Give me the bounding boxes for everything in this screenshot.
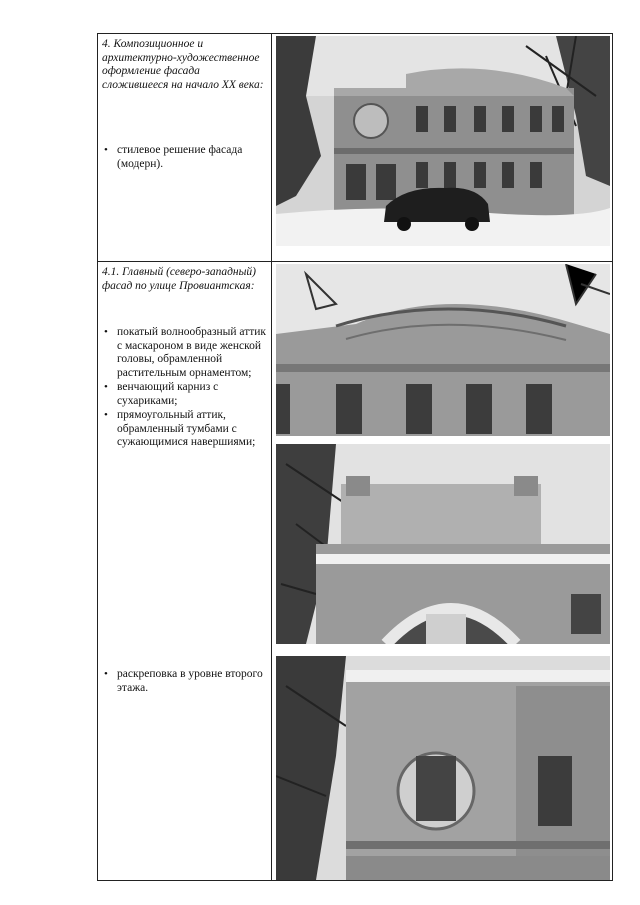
wavy-attic-photo [276,264,610,436]
bullet-cornice: • венчающий карниз с сухариками; [102,381,268,408]
section-4-bullets [102,144,268,172]
section-4-heading: 4. Композиционное и архитектурно-художественное оформление фасада сложившееся на начало XX века: [102,38,264,91]
rectangular-attic-photo [276,444,610,644]
description-table [97,33,613,881]
row-divider [98,261,612,262]
second-floor-projection-photo [276,656,610,880]
building-facade-photo [276,36,610,246]
bullet-rect-attic: • прямоугольный аттик, обрамленный тумбами с сужающимися навершиями; [102,409,268,450]
bullet-wavy-attic: • покатый волнообразный аттик с маскароном в виде женской головы, обрамленной растительным орнаментом; [102,326,268,380]
section-4-1-bullets [102,326,268,451]
bullet-style-facade: • стилевое решение фасада (модерн). [102,144,268,171]
section-4-1-bullets-2 [102,668,268,696]
section-4-1-heading: 4.1. Главный (северо-западный) фасад по улице Провиантская: [102,266,257,292]
column-divider [271,34,272,880]
bullet-projection: • раскреповка в уровне второго этажа. [102,668,268,695]
